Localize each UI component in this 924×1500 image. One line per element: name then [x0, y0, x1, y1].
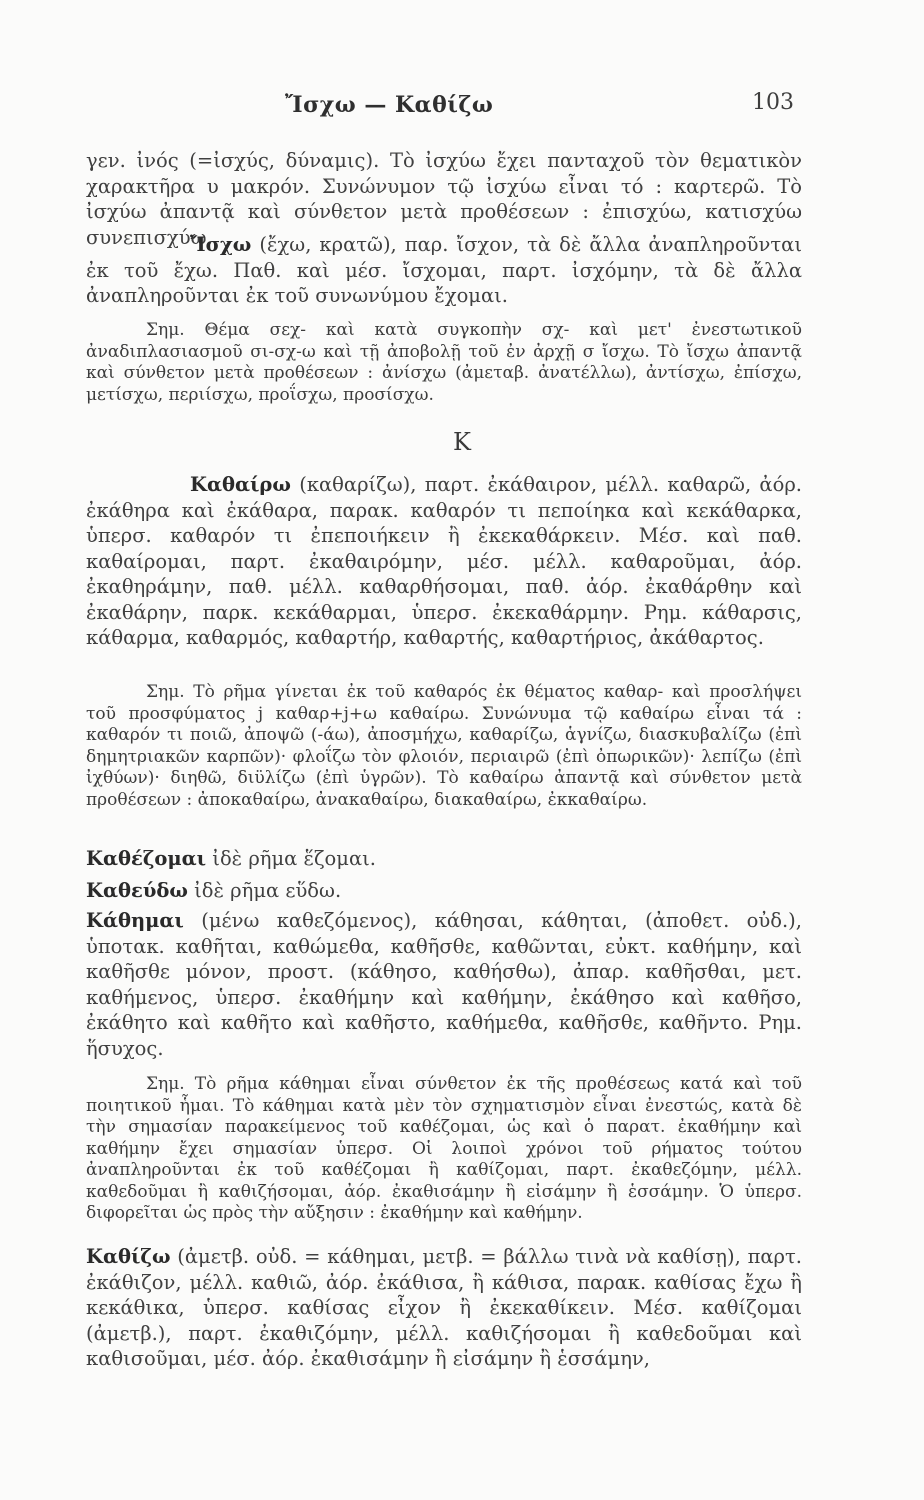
entry-body: ἰδὲ ρῆμα εὕδω.	[187, 879, 342, 902]
note-ischo	[86, 320, 802, 406]
entry-text	[86, 908, 802, 1061]
entry-kathezomai	[86, 846, 802, 872]
entry-body: (ἀμετβ. οὐδ. = κάθημαι, μετβ. = βάλλω τινὰ νὰ καθίσῃ), παρτ. ἐκάθιζον, μέλλ. καθιῶ, ἀόρ. ἐκάθισα, ἢ κάθισα, παρακ. καθίσας ἔχω ἢ κεκάθικα, ὑπερσ. καθίσας εἶχον ἢ ἐκεκαθίκειν. Μέσ. καθίζομαι (ἀμετβ.), παρτ. ἐκαθιζόμην, μέλλ. καθιζήσομαι ἢ καθεδοῦμαι καὶ καθισοῦμαι, μέσ. ἀόρ. ἐκαθισάμην ἢ εἰσάμην ἢ ἑσσάμην,	[86, 1245, 802, 1370]
section-letter: Κ	[453, 428, 471, 456]
entry-body: (μένω καθεζόμενος), κάθησαι, κάθηται, (ἀποθετ. οὐδ.), ὑποτακ. καθῆται, καθώμεθα, καθῆσθε, καθῶνται, εὐκτ. καθήμην, καὶ καθῆσθε μόνον, προστ. (κάθησο, καθήσθω), ἀπαρ. καθῆσθαι, μετ. καθήμενος, ὑπερσ. ἐκαθήμην καὶ καθήμην, ἐκάθησο καὶ καθῆσο, ἐκάθητο καὶ καθῆτο καὶ καθῆστο, καθήμεθα, καθῆσθε, καθῆντο. Ρημ. ἥσυχος.	[86, 909, 802, 1060]
note-text: Σημ. Τὸ ρῆμα κάθημαι εἶναι σύνθετον ἐκ τῆς προθέσεως κατά καὶ τοῦ ποιητικοῦ ἧμαι. Τὸ κάθημαι κατὰ μὲν τὸν σχηματισμὸν εἶναι ἐνεστώς, κατὰ δὲ τὴν σημασίαν παρακείμενος τοῦ καθέζομαι, ὡς καὶ ὁ παρατ. ἐκαθήμην καὶ καθήμην ἔχει σημασίαν ὑπερσ. Οἱ λοιποὶ χρόνοι τοῦ ρήματος τούτου ἀναπληροῦνται ἐκ τοῦ καθέζομαι ἢ καθίζομαι, παρτ. ἐκαθεζόμην, μέλλ. καθεδοῦμαι ἢ καθιζήσομαι, ἀόρ. ἐκαθισάμην ἢ εἰσάμην ἢ ἑσσάμην. Ὁ ὑπερσ. διφορεῖται ὡς πρὸς τὴν αὔξησιν : ἐκαθήμην καὶ καθήμην.	[86, 1074, 802, 1223]
note-kathemai	[86, 1074, 802, 1225]
page-number: 103	[752, 90, 794, 115]
entry-katheudo	[86, 878, 802, 904]
entry-lemma: Καθίζω	[86, 1245, 171, 1268]
entry-text	[86, 472, 802, 651]
entry-ischo	[86, 232, 802, 309]
entry-lemma: Καθαίρω	[190, 473, 291, 496]
entry-lemma: Ἴσχω	[190, 233, 252, 256]
entry-body: ἰδὲ ρῆμα ἕζομαι.	[206, 847, 376, 870]
entry-lemma: Καθέζομαι	[86, 847, 207, 870]
entry-lemma: Καθεύδω	[86, 879, 188, 902]
page-header	[0, 92, 924, 122]
entry-lemma: Κάθημαι	[86, 909, 184, 932]
note-kathairo	[86, 682, 802, 811]
entry-text	[86, 1244, 802, 1372]
entry-text	[86, 232, 802, 309]
body-text: γεν. ἰνός (=ἰσχύς, δύναμις). Τὸ ἰσχύω ἔχει πανταχοῦ τὸν θεματικὸν χαρακτῆρα υ μακρόν. Συνώνυμον τῷ ἰσχύω εἶναι τό : καρτερῶ. Τὸ ἰσχύω ἀπαντᾷ καὶ σύνθετον μετὰ προθέσεων : ἐπισχύω, κατισχύω συνεπισχύω.	[86, 149, 802, 249]
entry-text	[86, 878, 802, 904]
entry-kathizo	[86, 1244, 802, 1372]
entry-kathairo	[86, 472, 802, 651]
entry-body: (καθαρίζω), παρτ. ἐκάθαιρον, μέλλ. καθαρῶ, ἀόρ. ἐκάθηρα καὶ ἐκάθαρα, παρακ. καθαρόν τι πεποίηκα καὶ κεκάθαρκα, ὑπερσ. καθαρόν τι ἐπεποιήκειν ἢ ἐκεκαθάρκειν. Μέσ. καὶ παθ. καθαίρομαι, παρτ. ἐκαθαιρόμην, μέσ. μέλλ. καθαροῦμαι, ἀόρ. ἐκαθηράμην, παθ. μέλλ. καθαρθήσομαι, παθ. ἀόρ. ἐκαθάρθην καὶ ἐκαθάρην, παρκ. κεκάθαρμαι, ὑπερσ. ἐκεκαθάρμην. Ρημ. κάθαρσις, κάθαρμα, καθαρμός, καθαρτήρ, καθαρτής, καθαρτήριος, ἀκάθαρτος.	[86, 473, 802, 649]
note-text: Σημ. Τὸ ρῆμα γίνεται ἐκ τοῦ καθαρός ἐκ θέματος καθαρ- καὶ προσλήψει τοῦ προσφύματος j καθαρ+j+ω καθαίρω. Συνώνυμα τῷ καθαίρω εἶναι τά : καθαρόν τι ποιῶ, ἀποψῶ (-άω), ἀποσμήχω, καθαρίζω, ἁγνίζω, διασκυβαλίζω (ἐπὶ δημητριακῶν καρπῶν)· φλοΐζω τὸν φλοιόν, περιαιρῶ (ἐπὶ ὀπωρικῶν)· λεπίζω (ἐπὶ ἰχθύων)· διηθῶ, διϋλίζω (ἐπὶ ὑγρῶν). Τὸ καθαίρω ἀπαντᾷ καὶ σύνθετον μετὰ προθέσεων : ἀποκαθαίρω, ἀνακαθαίρω, διακαθαίρω, ἐκκαθαίρω.	[86, 682, 802, 810]
running-title: Ἴσχω — Καθίζω	[285, 92, 494, 118]
note-text: Σημ. Θέμα σεχ- καὶ κατὰ συγκοπὴν σχ- καὶ μετ' ἐνεστωτικοῦ ἀναδιπλασιασμοῦ σι-σχ-ω καὶ τῇ ἀποβολῇ τοῦ ἐν ἀρχῇ σ ἴσχω. Τὸ ἴσχω ἀπαντᾷ καὶ σύνθετον μετὰ προθέσεων : ἀνίσχω (ἀμεταβ. ἀνατέλλω), ἀντίσχω, ἐπίσχω, μετίσχω, περιίσχω, προΐσχω, προσίσχω.	[86, 320, 802, 405]
entry-kathemai	[86, 908, 802, 1061]
entry-text	[86, 846, 802, 872]
entry-body: (ἔχω, κρατῶ), παρ. ἴσχον, τὰ δὲ ἄλλα ἀναπληροῦνται ἐκ τοῦ ἔχω. Παθ. καὶ μέσ. ἴσχομαι, παρτ. ἰσχόμην, τὰ δὲ ἄλλα ἀναπληροῦνται ἐκ τοῦ συνωνύμου ἔχομαι.	[86, 233, 802, 307]
